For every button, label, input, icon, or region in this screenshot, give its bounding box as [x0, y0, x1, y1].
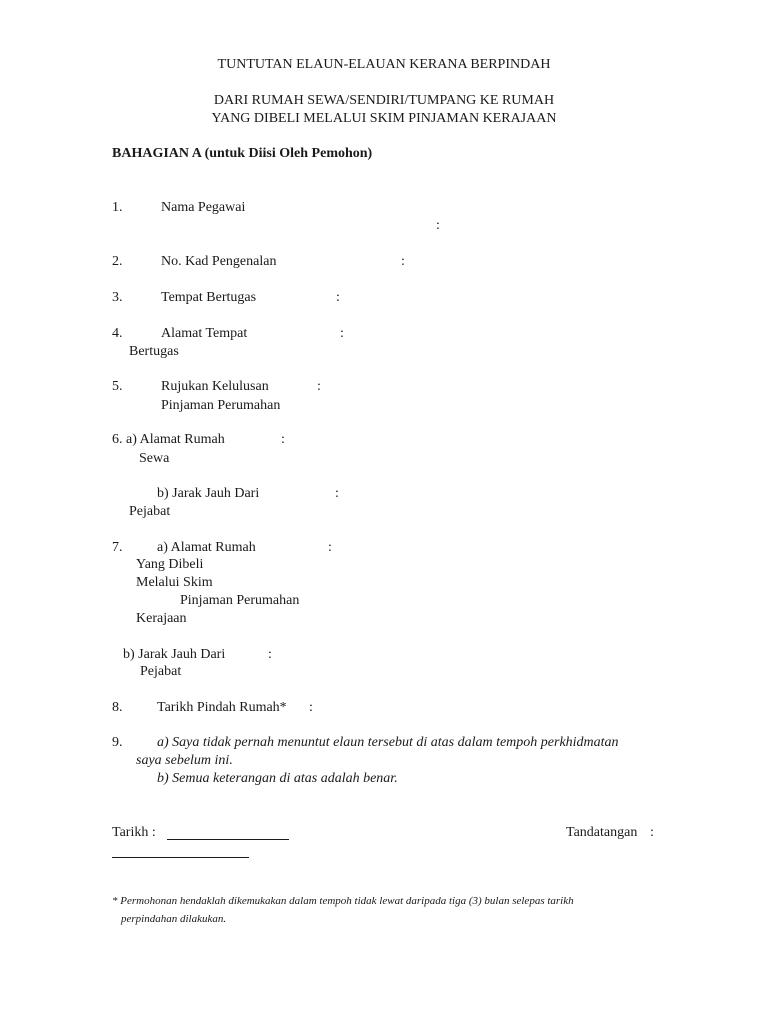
item-8-number: 8. [112, 700, 123, 715]
item-7a-label-line4: Pinjaman Perumahan [180, 593, 300, 608]
signature-line[interactable] [112, 857, 249, 858]
footnote-line1: * Permohonan hendaklah dikemukakan dalam tempoh tidak lewat daripada tiga (3) bulan selepas tarikh [112, 895, 574, 907]
item-1-label: Nama Pegawai [161, 200, 246, 215]
signature-label: Tandatangan [566, 825, 638, 840]
item-4-colon: : [340, 326, 344, 341]
item-3-colon: : [336, 290, 340, 305]
item-2-number: 2. [112, 254, 123, 269]
form-subtitle-line2: YANG DIBELI MELALUI SKIM PINJAMAN KERAJAAN [211, 111, 557, 126]
item-7-number: 7. [112, 540, 123, 555]
item-7a-label-line5: Kerajaan [136, 611, 187, 626]
declaration-b: b) Semua keterangan di atas adalah benar. [157, 771, 398, 786]
item-3-number: 3. [112, 290, 123, 305]
item-5-number: 5. [112, 379, 123, 394]
item-5-label-cont: Pinjaman Perumahan [161, 398, 281, 413]
date-line[interactable] [167, 839, 289, 840]
item-6b-label-cont: Pejabat [129, 504, 171, 519]
item-4-label: Alamat Tempat [161, 326, 248, 341]
item-8-colon: : [309, 700, 313, 715]
item-7b-colon: : [268, 647, 272, 662]
item-7a-label-line3: Melalui Skim [136, 575, 213, 590]
item-7b-label: b) Jarak Jauh Dari [123, 647, 226, 662]
item-5-colon: : [317, 379, 321, 394]
item-7a-colon: : [328, 540, 332, 555]
date-label: Tarikh : [112, 825, 156, 840]
declaration-a-cont: saya sebelum ini. [136, 753, 233, 768]
item-9-number: 9. [112, 735, 123, 750]
item-6a-colon: : [281, 432, 285, 447]
item-6b-colon: : [335, 486, 339, 501]
item-2-colon: : [401, 254, 405, 269]
item-6a-label: 6. a) Alamat Rumah [112, 432, 225, 447]
form-title: TUNTUTAN ELAUN-ELAUAN KERANA BERPINDAH [217, 57, 551, 72]
footnote-line2: perpindahan dilakukan. [121, 913, 227, 925]
section-heading: BAHAGIAN A (untuk Diisi Oleh Pemohon) [112, 146, 373, 161]
signature-colon: : [650, 825, 654, 840]
item-7a-label: a) Alamat Rumah [157, 540, 256, 555]
item-2-label: No. Kad Pengenalan [161, 254, 277, 269]
item-5-label: Rujukan Kelulusan [161, 379, 269, 394]
item-1-colon: : [436, 218, 440, 233]
item-6a-label-cont: Sewa [139, 451, 170, 466]
form-subtitle-line1: DARI RUMAH SEWA/SENDIRI/TUMPANG KE RUMAH [213, 93, 555, 108]
item-7b-label-cont: Pejabat [140, 664, 182, 679]
item-7a-label-line2: Yang Dibeli [136, 557, 204, 572]
item-8-label: Tarikh Pindah Rumah* [157, 700, 287, 715]
item-3-label: Tempat Bertugas [161, 290, 257, 305]
item-1-number: 1. [112, 200, 123, 215]
item-4-number: 4. [112, 326, 123, 341]
declaration-a: a) Saya tidak pernah menuntut elaun tersebut di atas dalam tempoh perkhidmatan [157, 735, 619, 750]
item-6b-label: b) Jarak Jauh Dari [157, 486, 260, 501]
item-4-label-cont: Bertugas [129, 344, 179, 359]
